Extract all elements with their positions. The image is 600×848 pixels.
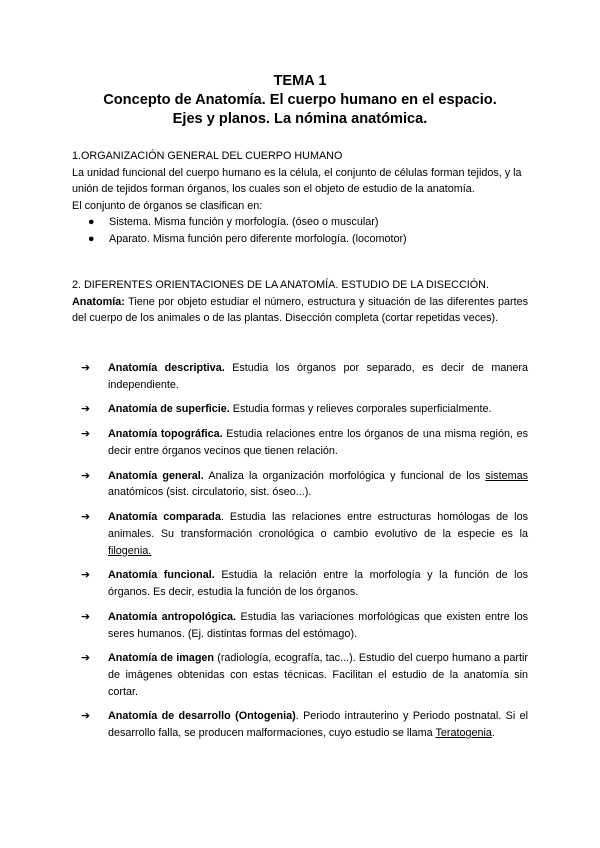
- section-2-heading: 2. DIFERENTES ORIENTACIONES DE LA ANATOMÍA. ESTUDIO DE LA DISECCIÓN.: [72, 279, 489, 291]
- section-1-paragraph: La unidad funcional del cuerpo humano es la célula, el conjunto de células forman tejidos, y la unión de tejidos forman órganos, los cuales son el objeto de estudio de la anatomía.: [72, 166, 522, 196]
- list-item: [81, 609, 528, 642]
- item-text: Estudia relaciones entre los órganos de una misma región, es decir entre órganos vecinos que tienen relación.: [108, 428, 528, 457]
- item-text: . Estudia las relaciones entre estructuras homólogas de los animales. Su transformación cronológica o cambio evolutivo de la especie es la: [108, 511, 528, 540]
- item-text: . Periodo intrauterino y Periodo postnatal. Si el desarrollo falla, se producen malformaciones, cuyo estudio se llama: [108, 710, 528, 740]
- anatomy-definition: [72, 294, 528, 327]
- arrow-icon: ➔: [81, 610, 91, 623]
- list-item: [81, 509, 528, 559]
- item-text: Estudia la relación entre la morfología y la función de los órganos. Es decir, estudia la función de los órganos.: [108, 569, 528, 599]
- item-term: Anatomía comparada: [108, 511, 221, 524]
- anatomy-orientations-list: [81, 360, 528, 750]
- item-term: Anatomía de superficie.: [108, 403, 230, 416]
- item-term: Anatomía funcional.: [108, 569, 215, 582]
- list-item: [72, 214, 528, 231]
- section-1: [72, 148, 528, 248]
- item-term: Anatomía de imagen: [108, 652, 215, 665]
- list-item-text: Sistema. Misma función y morfología. (óseo o muscular): [109, 216, 379, 229]
- arrow-icon: ➔: [81, 428, 91, 441]
- item-term: Anatomía de desarrollo (Ontogenia): [108, 710, 296, 723]
- definition-text: Tiene por objeto estudiar el número, estructura y situación de las diferentes partes del cuerpo de los animales o de las plantas. Disección completa (cortar repetidas veces).: [72, 295, 528, 325]
- title-line-2: Concepto de Anatomía. El cuerpo humano en el espacio.: [103, 92, 497, 108]
- item-text: (radiología, ecografía, tac...). Estudio del cuerpo humano a partir de imágenes obtenidas con estas técnicas. Facilitan el estudio de la anatomía sin cortar.: [108, 652, 528, 698]
- item-term: Anatomía general.: [108, 469, 204, 482]
- arrow-icon: ➔: [81, 652, 91, 665]
- list-item-text: Aparato. Misma función pero diferente morfología. (locomotor): [109, 232, 407, 245]
- list-item: [81, 567, 528, 600]
- item-text-tail: .: [491, 727, 495, 740]
- title-line-1: TEMA 1: [273, 73, 327, 89]
- arrow-icon: ➔: [81, 362, 91, 374]
- list-item: [81, 708, 528, 741]
- bullet-icon: ●: [88, 216, 95, 229]
- underlined-term: Teratogenia: [435, 727, 492, 740]
- item-term: Anatomía descriptiva.: [108, 362, 225, 374]
- arrow-icon: ➔: [81, 469, 91, 482]
- item-text: Estudia formas y relieves corporales superficialmente.: [229, 403, 492, 416]
- definition-term: Anatomía:: [72, 295, 125, 308]
- list-item: [81, 426, 528, 459]
- organ-classification-list: [72, 214, 528, 247]
- section-2: [72, 277, 528, 327]
- list-item: [81, 650, 528, 700]
- section-1-heading: 1.ORGANIZACIÓN GENERAL DEL CUERPO HUMANO: [72, 150, 343, 162]
- item-text-tail: anatómicos (sist. circulatorio, sist. óseo...).: [108, 486, 312, 499]
- item-text: Estudia las variaciones morfológicas que existen entre los seres humanos. (Ej. distintas formas del estómago).: [108, 610, 528, 640]
- item-text: Analiza la organización morfológica y funcional de los: [203, 469, 486, 482]
- item-text: Estudia los órganos por separado, es decir de manera independiente.: [108, 362, 528, 391]
- list-item: [81, 468, 528, 501]
- item-term: Anatomía topográfica.: [108, 428, 223, 441]
- document-title: [0, 72, 600, 129]
- underlined-term: filogenia.: [108, 544, 152, 557]
- arrow-icon: ➔: [81, 569, 91, 582]
- arrow-icon: ➔: [81, 403, 91, 416]
- arrow-icon: ➔: [81, 511, 91, 524]
- bullet-icon: ●: [88, 232, 95, 245]
- item-term: Anatomía antropológica.: [108, 610, 237, 623]
- title-line-3: Ejes y planos. La nómina anatómica.: [172, 111, 428, 127]
- list-item: [81, 360, 528, 393]
- underlined-term: sistemas: [485, 469, 528, 482]
- list-item: [72, 231, 528, 248]
- arrow-icon: ➔: [81, 710, 91, 723]
- list-item: [81, 401, 528, 418]
- section-1-list-intro: El conjunto de órganos se clasifican en:: [72, 199, 263, 212]
